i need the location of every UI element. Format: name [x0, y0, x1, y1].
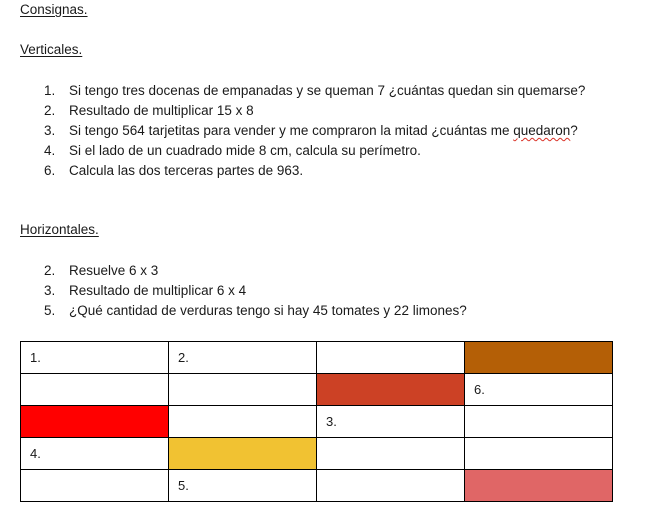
grid-cell — [169, 406, 317, 438]
grid-cell — [317, 342, 465, 374]
list-item — [0, 141, 585, 161]
item-number: 2. — [44, 103, 56, 118]
item-text: Calcula las dos terceras partes de 963. — [69, 163, 304, 178]
list-item — [0, 101, 585, 121]
grid-cell — [21, 374, 169, 406]
list-item — [0, 301, 467, 321]
verticales-list — [0, 81, 585, 181]
grid-row — [21, 470, 613, 502]
item-text: Resuelve 6 x 3 — [69, 263, 159, 278]
item-text: Resultado de multiplicar 6 x 4 — [69, 283, 247, 298]
horizontales-heading: Horizontales. — [20, 222, 99, 237]
item-text — [69, 123, 578, 138]
list-item — [0, 161, 585, 181]
grid-cell — [465, 406, 613, 438]
grid-cell: 5. — [169, 470, 317, 502]
grid-cell: 6. — [465, 374, 613, 406]
grid-cell-filled — [465, 342, 613, 374]
item-number: 3. — [44, 283, 56, 298]
grid-row — [21, 406, 613, 438]
grid-cell: 2. — [169, 342, 317, 374]
item-text-part: ? — [570, 123, 578, 138]
verticales-heading: Verticales. — [20, 42, 83, 57]
item-text: Resultado de multiplicar 15 x 8 — [69, 103, 254, 118]
list-item — [0, 281, 467, 301]
item-number: 2. — [44, 263, 56, 278]
grid-cell — [21, 470, 169, 502]
grid-cell: 1. — [21, 342, 169, 374]
item-text: Si el lado de un cuadrado mide 8 cm, calcula su perímetro. — [69, 143, 421, 158]
grid-cell — [169, 374, 317, 406]
grid-row — [21, 438, 613, 470]
item-text: ¿Qué cantidad de verduras tengo si hay 45 tomates y 22 limones? — [69, 303, 467, 318]
grid-row — [21, 374, 613, 406]
grid-cell-filled — [21, 406, 169, 438]
grid-cell-filled — [465, 470, 613, 502]
grid-cell — [317, 470, 465, 502]
horizontales-list — [0, 261, 467, 321]
list-item — [0, 81, 585, 101]
spelling-flagged-word: quedaron — [513, 123, 571, 138]
list-item — [0, 121, 585, 141]
consignas-heading: Consignas. — [20, 2, 88, 17]
grid-cell — [317, 438, 465, 470]
grid-cell-filled — [169, 438, 317, 470]
item-number: 5. — [44, 303, 56, 318]
crossword-grid — [20, 341, 613, 502]
item-number: 4. — [44, 143, 56, 158]
item-text: Si tengo tres docenas de empanadas y se queman 7 ¿cuántas quedan sin quemarse? — [69, 83, 586, 98]
grid-row — [21, 342, 613, 374]
item-text-part: Si tengo 564 tarjetitas para vender y me compraron la mitad ¿cuántas me — [69, 123, 514, 138]
grid-cell: 3. — [317, 406, 465, 438]
item-number: 3. — [44, 123, 56, 138]
grid-cell: 4. — [21, 438, 169, 470]
item-number: 6. — [44, 163, 56, 178]
grid-cell — [465, 438, 613, 470]
list-item — [0, 261, 467, 281]
grid-cell-filled — [317, 374, 465, 406]
item-number: 1. — [44, 83, 56, 98]
